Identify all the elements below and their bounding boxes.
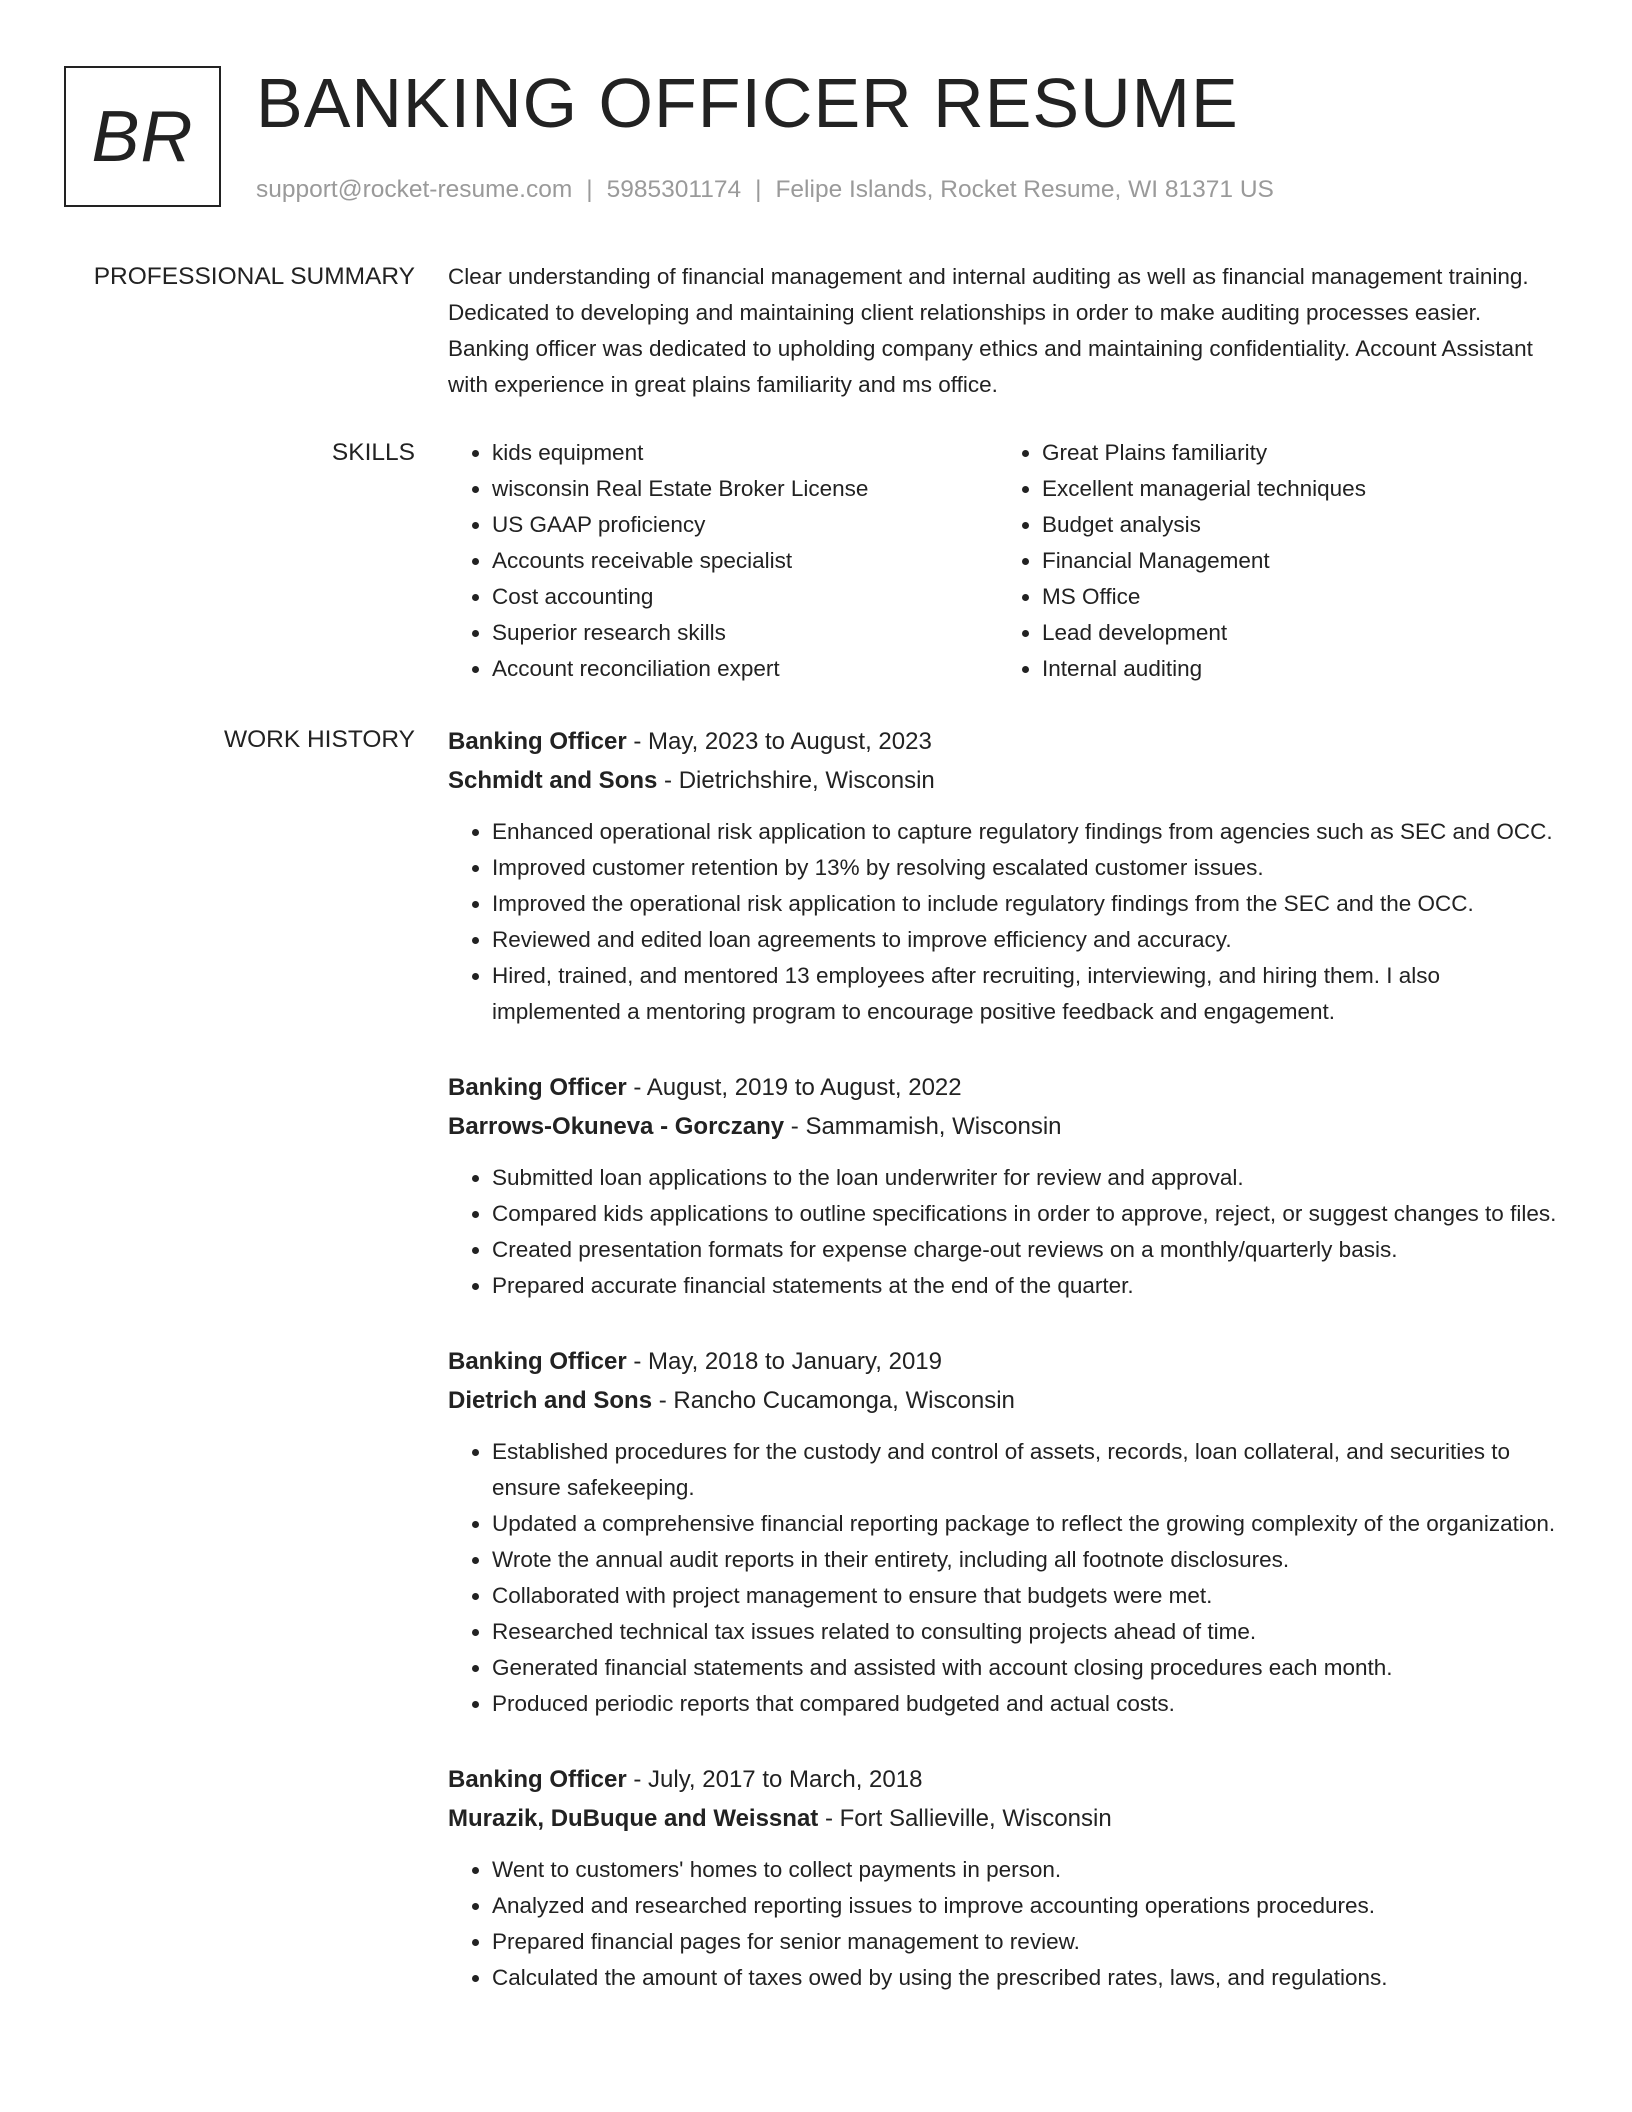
- job-bullets: [448, 1852, 1558, 1996]
- section-label-skills: SKILLS: [331, 439, 415, 466]
- job-bullet: • Collaborated with project management to ensure that budgets were met.: [492, 1578, 1558, 1614]
- contact-separator: |: [755, 176, 762, 203]
- job-bullet: • Hired, trained, and mentored 13 employees after recruiting, interviewing, and hiring them. I also implemented a mentoring program to encourage positive feedback and engagement.: [492, 958, 1558, 1030]
- skills-body: [448, 435, 1558, 687]
- section-label-summary: PROFESSIONAL SUMMARY: [93, 263, 415, 290]
- job-location: - Sammamish, Wisconsin: [784, 1113, 1062, 1140]
- skills-columns: [448, 435, 1558, 687]
- skill-item: • MS Office: [1042, 579, 1548, 615]
- job-bullet: • Prepared financial pages for senior management to review.: [492, 1924, 1558, 1960]
- skills-list-right: [998, 435, 1548, 687]
- work-body: [448, 722, 1558, 2034]
- job-location: - Rancho Cucamonga, Wisconsin: [652, 1387, 1015, 1414]
- job-bullet: • Updated a comprehensive financial reporting package to reflect the growing complexity of the organization.: [492, 1506, 1558, 1542]
- job-title: Banking Officer: [448, 1074, 627, 1101]
- skill-item: • Excellent managerial techniques: [1042, 471, 1548, 507]
- job-bullet: • Generated financial statements and assisted with account closing procedures each month.: [492, 1650, 1558, 1686]
- job-company-line: [448, 1799, 1558, 1838]
- job-dates: - August, 2019 to August, 2022: [626, 1074, 962, 1101]
- job-bullet: • Established procedures for the custody and control of assets, records, loan collateral, and securities to ensure safekeeping.: [492, 1434, 1558, 1506]
- job-bullet: • Produced periodic reports that compared budgeted and actual costs.: [492, 1686, 1558, 1722]
- job-bullet: • Enhanced operational risk application to capture regulatory findings from agencies such as SEC and OCC.: [492, 814, 1558, 850]
- skill-item: • Financial Management: [1042, 543, 1548, 579]
- job-title: Banking Officer: [448, 1348, 627, 1375]
- skills-list-left: [448, 435, 998, 687]
- job-dates: - July, 2017 to March, 2018: [626, 1766, 923, 1793]
- job-company: Dietrich and Sons: [448, 1387, 653, 1414]
- job-company: Barrows-Okuneva - Gorczany: [448, 1113, 785, 1140]
- job-bullet: • Analyzed and researched reporting issues to improve accounting operations procedures.: [492, 1888, 1558, 1924]
- skill-item: • Budget analysis: [1042, 507, 1548, 543]
- job-entry: [448, 1760, 1558, 1996]
- job-bullets: [448, 1160, 1558, 1304]
- skill-item: • Account reconciliation expert: [492, 651, 998, 687]
- job-bullet: • Compared kids applications to outline specifications in order to approve, reject, or suggest changes to files.: [492, 1196, 1558, 1232]
- job-title-line: [448, 1342, 1558, 1381]
- job-bullet: • Wrote the annual audit reports in their entirety, including all footnote disclosures.: [492, 1542, 1558, 1578]
- contact-phone: 5985301174: [606, 176, 742, 203]
- skill-item: • Lead development: [1042, 615, 1548, 651]
- job-bullet: • Went to customers' homes to collect payments in person.: [492, 1852, 1558, 1888]
- job-entry: [448, 722, 1558, 1030]
- contact-line: [256, 174, 1274, 206]
- skill-item: • kids equipment: [492, 435, 998, 471]
- skill-item: • US GAAP proficiency: [492, 507, 998, 543]
- section-label-work: WORK HISTORY: [223, 726, 415, 753]
- skill-item: • Superior research skills: [492, 615, 998, 651]
- contact-email: support@rocket-resume.com: [256, 176, 573, 203]
- job-title: Banking Officer: [448, 728, 627, 755]
- job-bullet: • Improved the operational risk application to include regulatory findings from the SEC and the OCC.: [492, 886, 1558, 922]
- page-title: BANKING OFFICER RESUME: [256, 64, 1239, 142]
- job-bullet: • Researched technical tax issues related to consulting projects ahead of time.: [492, 1614, 1558, 1650]
- summary-body: [448, 259, 1558, 403]
- job-entry: [448, 1068, 1558, 1304]
- job-title-line: [448, 1760, 1558, 1799]
- job-company: Murazik, DuBuque and Weissnat: [448, 1805, 819, 1832]
- skill-item: • Great Plains familiarity: [1042, 435, 1548, 471]
- job-entry: [448, 1342, 1558, 1722]
- job-company-line: [448, 1381, 1558, 1420]
- job-company: Schmidt and Sons: [448, 767, 658, 794]
- job-bullet: • Prepared accurate financial statements at the end of the quarter.: [492, 1268, 1558, 1304]
- skill-item: • Internal auditing: [1042, 651, 1548, 687]
- monogram-logo: BR: [64, 66, 221, 207]
- job-bullet: • Submitted loan applications to the loan underwriter for review and approval.: [492, 1160, 1558, 1196]
- job-location: - Dietrichshire, Wisconsin: [657, 767, 935, 794]
- job-location: - Fort Sallieville, Wisconsin: [818, 1805, 1112, 1832]
- job-bullets: [448, 1434, 1558, 1722]
- job-bullet: • Created presentation formats for expense charge-out reviews on a monthly/quarterly basis.: [492, 1232, 1558, 1268]
- job-title-line: [448, 722, 1558, 761]
- skill-item: • Accounts receivable specialist: [492, 543, 998, 579]
- job-bullet: • Improved customer retention by 13% by resolving escalated customer issues.: [492, 850, 1558, 886]
- job-dates: - May, 2023 to August, 2023: [626, 728, 932, 755]
- contact-separator: |: [586, 176, 593, 203]
- job-company-line: [448, 1107, 1558, 1146]
- job-bullet: • Calculated the amount of taxes owed by using the prescribed rates, laws, and regulations.: [492, 1960, 1558, 1996]
- skill-item: • Cost accounting: [492, 579, 998, 615]
- job-title-line: [448, 1068, 1558, 1107]
- job-bullets: [448, 814, 1558, 1030]
- job-company-line: [448, 761, 1558, 800]
- job-title: Banking Officer: [448, 1766, 627, 1793]
- job-bullet: • Reviewed and edited loan agreements to improve efficiency and accuracy.: [492, 922, 1558, 958]
- job-dates: - May, 2018 to January, 2019: [626, 1348, 942, 1375]
- summary-text: Clear understanding of financial management and internal auditing as well as financial management training. Dedicated to developing and maintaining client relationships in order to make auditing processes easier. Banking officer was dedicated to upholding company ethics and maintaining confidentiality. Account Assistant with experience in great plains familiarity and ms office.: [448, 264, 1533, 397]
- skill-item: • wisconsin Real Estate Broker License: [492, 471, 998, 507]
- contact-address: Felipe Islands, Rocket Resume, WI 81371 US: [775, 176, 1274, 203]
